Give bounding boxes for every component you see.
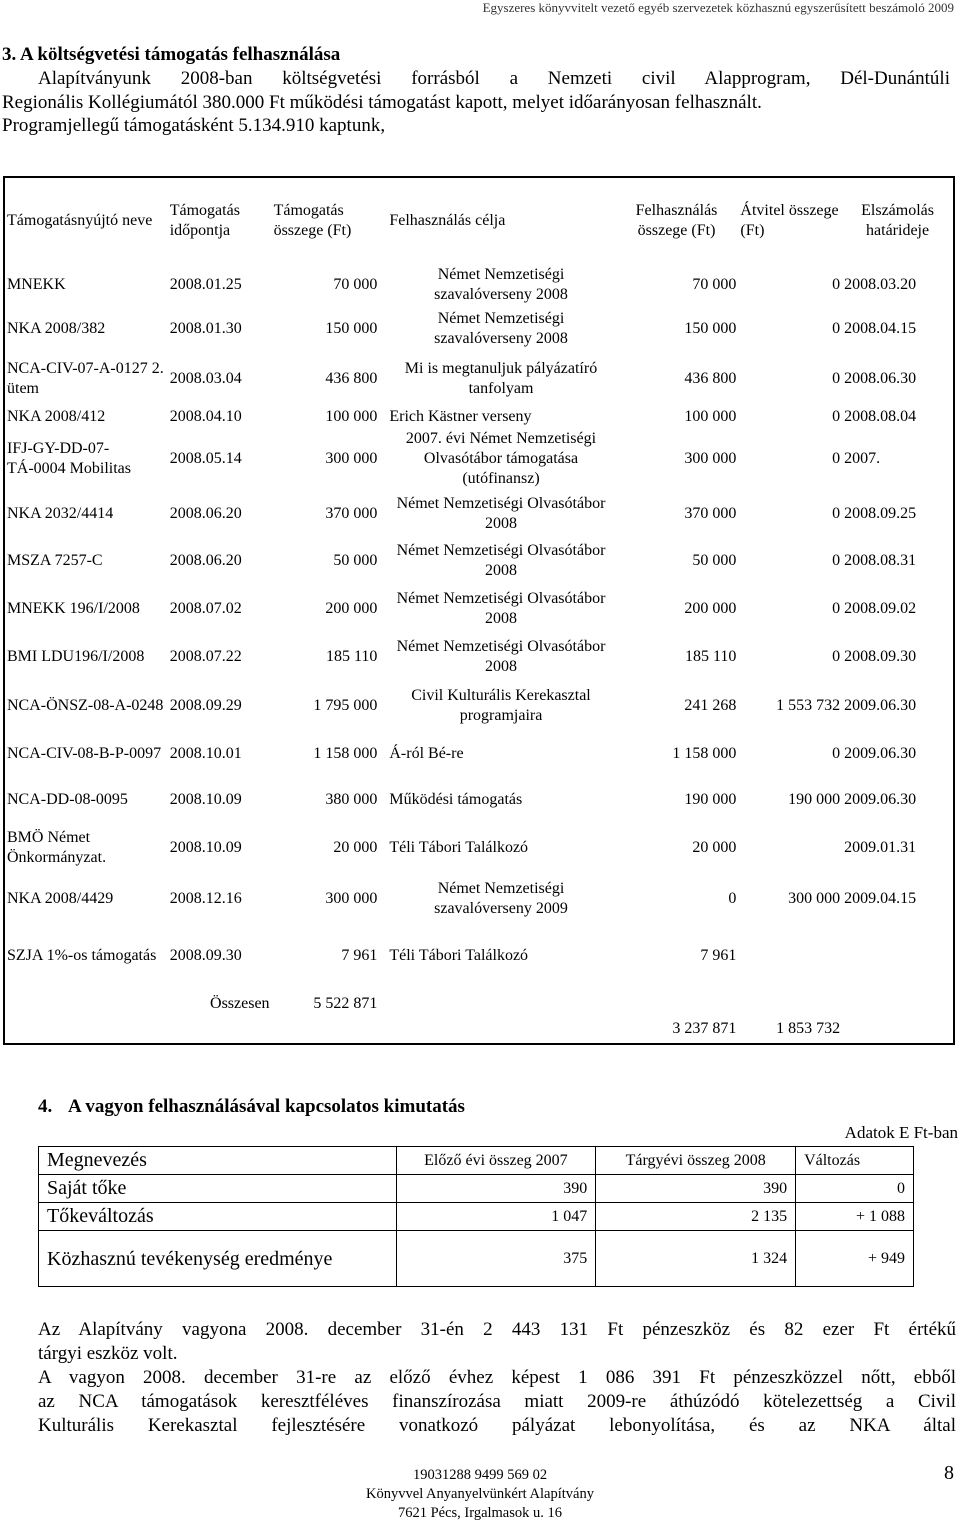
grants-table — [3, 176, 955, 1045]
grant-cell: Téli Tábori Találkozó — [389, 947, 529, 964]
grant-cell: 300 000 — [325, 890, 378, 907]
assets-cell: 2 135 — [596, 1203, 796, 1231]
total-transfer: 1 853 732 — [776, 1020, 841, 1037]
paragraph-line: A vagyon 2008. december 31-re az előző évhez képest 1 086 391 Ft pénzeszközzel nőtt, ebből — [38, 1367, 956, 1388]
assets-cell: Saját tőke — [39, 1175, 397, 1203]
grant-cell: 2008.09.30 — [169, 947, 242, 964]
grant-cell: 190 000 — [788, 791, 841, 808]
grant-cell: 2008.08.04 — [844, 408, 917, 425]
grant-row — [4, 585, 954, 633]
grant-cell: 185 110 — [325, 648, 378, 665]
col-header: Támogatásnyújtó neve — [7, 212, 153, 229]
total-label: Összesen — [210, 995, 270, 1012]
grant-cell: 7 961 — [341, 947, 378, 964]
grant-row — [4, 776, 954, 824]
assets-col-header: Előző évi összeg 2007 — [396, 1147, 596, 1175]
grant-cell: 200 000 — [684, 600, 737, 617]
col-header: Felhasználás összege (Ft) — [635, 202, 718, 239]
grant-cell: 2008.06.30 — [844, 370, 917, 387]
assets-cell: 1 047 — [396, 1203, 596, 1231]
grant-cell: 2008.10.01 — [169, 744, 242, 762]
grant-cell: 150 000 — [325, 319, 378, 337]
grant-cell: Német Nemzetiségi szavalóverseny 2008 — [434, 266, 568, 303]
grant-row — [4, 731, 954, 776]
grant-cell: 70 000 — [333, 276, 378, 293]
grant-cell: 2008.04.15 — [844, 319, 917, 337]
grant-cell: BMI LDU196/I/2008 — [7, 648, 145, 665]
grant-cell: NCA-DD-08-0095 — [7, 791, 128, 808]
grant-cell: NKA 2032/4414 — [7, 504, 114, 522]
section-4-text — [38, 1318, 956, 1438]
col-header: Átvitel összege (Ft) — [740, 202, 839, 239]
grant-cell: 2008.12.16 — [169, 890, 242, 907]
grant-cell: 1 553 732 — [776, 697, 841, 714]
grant-cell: NKA 2008/412 — [7, 408, 106, 425]
assets-cell: 0 — [796, 1175, 914, 1203]
assets-cell: + 1 088 — [796, 1203, 914, 1231]
section-4-heading: A vagyon felhasználásával kapcsolatos kimutatás — [68, 1096, 465, 1117]
grant-cell: 300 000 — [325, 449, 378, 467]
grant-cell: 20 000 — [692, 839, 737, 856]
grant-cell: 100 000 — [325, 408, 378, 425]
intro-line: Alapítványunk 2008-ban költségvetési forrásból a Nemzeti civil Alapprogram, Dél-Dunántúli — [38, 68, 950, 89]
grant-cell: 200 000 — [325, 600, 378, 617]
assets-col-header: Tárgyévi összeg 2008 — [596, 1147, 796, 1175]
assets-cell: 375 — [396, 1231, 596, 1287]
grant-cell: 2009.01.31 — [844, 839, 917, 856]
grant-cell: BMÖ Német Önkormányzat. — [7, 829, 107, 866]
grant-cell: 241 268 — [684, 697, 737, 714]
grant-cell — [842, 926, 954, 986]
footer-line: 19031288 9499 569 02 — [412, 1467, 548, 1483]
section-4-title — [38, 1096, 465, 1118]
assets-row — [39, 1231, 914, 1287]
grant-cell: Német Nemzetiségi szavalóverseny 2008 — [434, 309, 568, 347]
grant-cell: 0 — [832, 319, 841, 337]
grant-cell: 2008.07.02 — [169, 600, 242, 617]
grant-cell: 2008.07.22 — [169, 648, 242, 665]
grant-row — [4, 351, 954, 407]
grant-cell: 0 — [832, 449, 841, 467]
grant-cell: Német Nemzetiségi Olvasótábor 2008 — [396, 542, 606, 579]
assets-col-header: Megnevezés — [39, 1147, 397, 1175]
grant-cell: 2008.01.30 — [169, 319, 242, 337]
grant-cell: 2008.08.31 — [844, 552, 917, 569]
grant-cell: 1 158 000 — [313, 744, 378, 762]
grant-cell: 2008.09.25 — [844, 504, 917, 522]
grant-row — [4, 407, 954, 427]
grant-cell: 2008.09.02 — [844, 600, 917, 617]
grant-cell: Téli Tábori Találkozó — [389, 839, 529, 856]
grant-cell: 2008.06.20 — [169, 504, 242, 522]
grant-cell: Német Nemzetiségi Olvasótábor 2008 — [396, 494, 606, 532]
grants-header-row — [4, 177, 954, 264]
grant-cell: 436 800 — [684, 370, 737, 387]
grant-cell: 0 — [832, 370, 841, 387]
paragraph-line: az NCA támogatások keresztféléves finanszírozása miatt 2009-re áthúzódó kötelezettség a Civil — [38, 1391, 956, 1412]
grant-cell: MNEKK 196/I/2008 — [7, 600, 140, 617]
assets-cell: Közhasznú tevékenység eredménye — [39, 1231, 397, 1287]
grant-row — [4, 306, 954, 351]
grant-cell: 370 000 — [325, 504, 378, 522]
section-3-intro — [2, 67, 950, 138]
grant-cell: NKA 2008/382 — [7, 319, 106, 337]
grant-cell: MNEKK — [7, 276, 66, 293]
section-4-number: 4. — [38, 1096, 53, 1117]
grant-row — [4, 537, 954, 585]
grant-row — [4, 926, 954, 986]
assets-cell: 390 — [396, 1175, 596, 1203]
grant-cell: 150 000 — [684, 319, 737, 337]
footer-line: 7621 Pécs, Irgalmasok u. 16 — [397, 1505, 563, 1521]
grant-cell: Erich Kästner verseny — [389, 408, 532, 425]
col-header: Felhasználás célja — [389, 212, 506, 229]
grant-cell: Német Nemzetiségi Olvasótábor 2008 — [396, 638, 606, 675]
grant-cell: 70 000 — [692, 276, 737, 293]
assets-table — [38, 1146, 914, 1287]
unit-note: Adatok E Ft-ban — [844, 1123, 958, 1142]
total-used: 3 237 871 — [672, 1020, 737, 1037]
grant-cell: SZJA 1%-os támogatás — [7, 947, 157, 964]
grant-row — [4, 681, 954, 731]
grant-cell: 0 — [832, 276, 841, 293]
grant-cell: 100 000 — [684, 408, 737, 425]
footer-line: Könyvvel Anyanyelvünkért Alapítvány — [366, 1486, 594, 1502]
paragraph-line: tárgyi eszköz volt. — [38, 1343, 178, 1364]
col-header: Támogatás összege (Ft) — [273, 202, 352, 239]
grant-row — [4, 264, 954, 306]
grant-cell: Civil Kulturális Kerekasztal programjaira — [411, 687, 591, 724]
intro-line: Regionális Kollégiumától 380.000 Ft működési támogatást kapott, melyet időarányosan felhasznált. — [2, 91, 762, 113]
grant-cell: MSZA 7257-C — [7, 552, 103, 569]
grant-cell: 0 — [832, 744, 841, 762]
grant-cell: 50 000 — [333, 552, 378, 569]
grant-row — [4, 490, 954, 537]
paragraph-line: Az Alapítvány vagyona 2008. december 31-én 2 443 131 Ft pénzeszköz és 82 ezer Ft értékű — [38, 1319, 956, 1340]
grant-cell: 2008.05.14 — [169, 449, 242, 467]
grant-cell: 0 — [728, 890, 737, 907]
grant-cell: NCA-CIV-08-B-P-0097 — [7, 744, 162, 762]
grant-cell: 2009.06.30 — [844, 791, 917, 808]
grant-cell: Működési támogatás — [389, 791, 523, 808]
grant-cell: 2007. évi Német Nemzetiségi Olvasótábor támogatása (utófinansz) — [405, 429, 597, 487]
grant-cell: 2008.01.25 — [169, 276, 242, 293]
grant-cell: NKA 2008/4429 — [7, 890, 114, 907]
grant-cell: NCA-CIV-07-A-0127 2. ütem — [7, 360, 164, 397]
grant-row — [4, 872, 954, 926]
grant-cell: 2009.06.30 — [844, 744, 917, 762]
grant-cell — [738, 824, 842, 872]
grant-cell: 0 — [832, 408, 841, 425]
grant-cell — [738, 926, 842, 986]
grant-cell: 0 — [832, 504, 841, 522]
grant-cell: 2008.10.09 — [169, 791, 242, 808]
assets-cell: Tőkeváltozás — [39, 1203, 397, 1231]
col-header: Támogatás időpontja — [169, 202, 240, 239]
grant-cell: 2008.09.30 — [844, 648, 917, 665]
grant-cell: Német Nemzetiségi szavalóverseny 2009 — [434, 880, 568, 917]
grant-cell: 50 000 — [692, 552, 737, 569]
running-header: Egyszeres könyvvitelt vezető egyéb szervezetek közhasznú egyszerűsített beszámoló 2009 — [482, 0, 954, 15]
grant-cell: 7 961 — [700, 947, 737, 964]
grant-cell: 1 795 000 — [313, 697, 378, 714]
section-3-title: 3. A költségvetési támogatás felhasználása — [2, 44, 341, 65]
assets-col-header: Változás — [796, 1147, 914, 1175]
grant-cell: Á-ról Bé-re — [389, 744, 464, 762]
grant-cell: 2008.03.20 — [844, 276, 917, 293]
grant-cell: 190 000 — [684, 791, 737, 808]
grant-cell: 2008.03.04 — [169, 370, 242, 387]
grant-cell: 0 — [832, 648, 841, 665]
grant-cell: Mi is megtanuljuk pályázatíró tanfolyam — [404, 360, 598, 397]
grant-cell: 380 000 — [325, 791, 378, 808]
grant-cell: Német Nemzetiségi Olvasótábor 2008 — [396, 590, 606, 627]
grant-cell: IFJ-GY-DD-07-TÁ-0004 Mobilitas — [7, 439, 131, 477]
assets-cell: + 949 — [796, 1231, 914, 1287]
grant-cell: NCA-ÖNSZ-08-A-0248 — [7, 697, 164, 714]
grant-row — [4, 633, 954, 681]
grant-cell: 0 — [832, 600, 841, 617]
grants-total-row — [4, 986, 954, 1044]
grant-cell: 2007. — [844, 449, 881, 467]
grant-cell: 2008.09.29 — [169, 697, 242, 714]
grant-row — [4, 824, 954, 872]
footer — [300, 1466, 660, 1523]
assets-row — [39, 1203, 914, 1231]
grant-cell: 300 000 — [788, 890, 841, 907]
paragraph-line: Kulturális Kerekasztal fejlesztésére vonatkozó pályázat lebonyolítása, és az NKA által — [38, 1415, 956, 1436]
page-number: 8 — [944, 1462, 954, 1484]
assets-cell: 390 — [596, 1175, 796, 1203]
grant-cell: 2008.04.10 — [169, 408, 242, 425]
intro-line: Programjellegű támogatásként 5.134.910 kaptunk, — [2, 115, 386, 136]
grant-cell: 2009.04.15 — [844, 890, 917, 907]
grant-cell: 2008.10.09 — [169, 839, 242, 856]
grant-cell: 2008.06.20 — [169, 552, 242, 569]
total-amount: 5 522 871 — [313, 995, 378, 1012]
assets-row — [39, 1175, 914, 1203]
grant-cell: 436 800 — [325, 370, 378, 387]
grant-cell: 20 000 — [333, 839, 378, 856]
grant-cell: 2009.06.30 — [844, 697, 917, 714]
col-header: Elszámolás határideje — [861, 202, 934, 239]
assets-header-row — [39, 1147, 914, 1175]
assets-cell: 1 324 — [596, 1231, 796, 1287]
grant-cell: 185 110 — [685, 648, 737, 665]
grant-cell: 0 — [832, 552, 841, 569]
grant-cell: 1 158 000 — [672, 744, 737, 762]
grant-row — [4, 427, 954, 490]
grant-cell: 300 000 — [684, 449, 737, 467]
grant-cell: 370 000 — [684, 504, 737, 522]
